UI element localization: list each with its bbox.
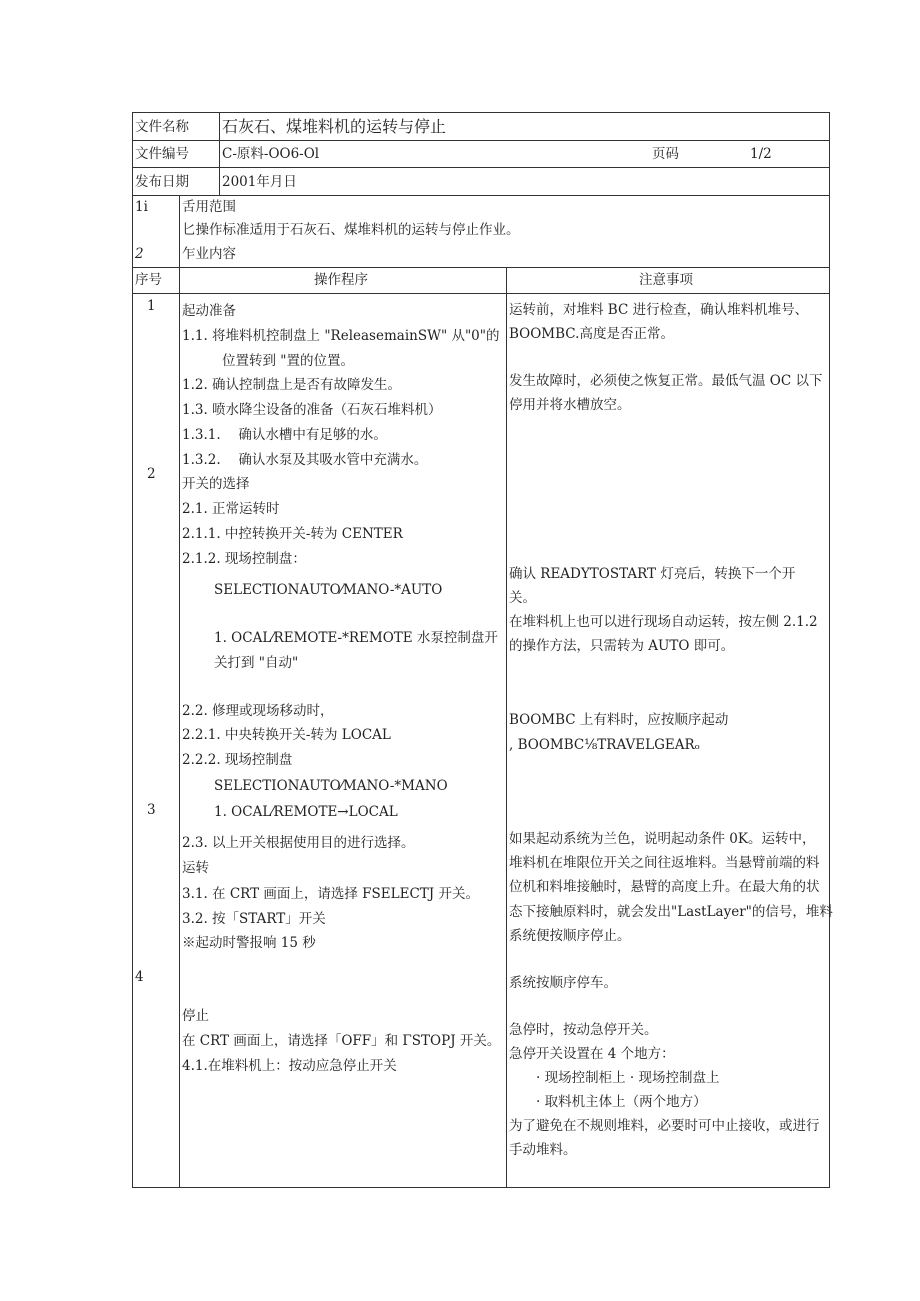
seq-number: 4 xyxy=(135,969,144,985)
note-line: 急停时，按动急停开关。 xyxy=(509,1022,658,1038)
release-date-label: 发布日期 xyxy=(135,174,189,190)
procedure-line: 1. OCAL⁄REMOTE→LOCAL xyxy=(214,804,398,820)
seq-number: 2 xyxy=(147,466,156,482)
row-divider xyxy=(132,167,830,168)
scope-heading: 舌用范围 xyxy=(182,199,236,215)
seq-column-divider xyxy=(179,195,180,1188)
procedure-line: 1. OCAL⁄REMOTE-*REMOTE 水泵控制盘开 xyxy=(214,630,498,646)
file-name-label: 文件名称 xyxy=(135,119,189,135)
note-line: 位机和料堆接触时，悬臂的高度上升。在最大角的状 xyxy=(509,879,820,895)
note-line: 在堆料机上也可以进行现场自动运转，按左侧 2.1.2 xyxy=(509,614,818,630)
file-code-label: 文件编号 xyxy=(135,146,189,162)
row-divider xyxy=(132,195,830,196)
procedure-line: 运转 xyxy=(182,860,209,876)
note-line: BOOMBC 上有料时，应按顺序起动 xyxy=(509,712,729,728)
procedure-line: 2.1. 正常运转时 xyxy=(182,501,280,517)
note-line: 的操作方法，只需转为 AUTO 即可。 xyxy=(509,638,735,654)
procedure-line: 起动准备 xyxy=(182,303,236,319)
procedure-line: 开关的选择 xyxy=(182,476,250,492)
note-line: 态下接触原料时，就会发出"LastLayer"的信号，堆料 xyxy=(509,904,833,920)
row-divider xyxy=(132,293,830,294)
note-line: 手动堆料。 xyxy=(509,1142,577,1158)
procedure-line: 1.3.1. 确认水槽中有足够的水。 xyxy=(182,427,387,443)
note-line: 为了避免在不规则堆料，必要时可中止接收，或进行 xyxy=(509,1118,820,1134)
file-code-value: C-原料-OO6-Ol xyxy=(222,146,320,162)
notes-column-divider xyxy=(506,267,507,1188)
procedure-line: 3.2. 按「START」开关 xyxy=(182,911,326,927)
scope-text: 匕操作标准适用于石灰石、煤堆料机的运转与停止作业。 xyxy=(182,222,520,238)
note-line: 堆料机在堆限位开关之间往返堆料。当悬臂前端的料 xyxy=(509,855,820,871)
column-header-procedure: 操作程序 xyxy=(314,272,368,288)
column-header-notes: 注意事项 xyxy=(639,272,693,288)
border-right xyxy=(829,112,830,1188)
procedure-line: 2.1.1. 中控转换开关-转为 CENTER xyxy=(182,526,403,542)
border-bottom xyxy=(132,1187,830,1188)
procedure-line: 1.3.2. 确认水泵及其吸水管中充满水。 xyxy=(182,452,428,468)
procedure-line: 3.1. 在 CRT 画面上，请选择 FSELECTJ 开关。 xyxy=(182,886,480,902)
procedure-line: 1.2. 确认控制盘上是否有故障发生。 xyxy=(182,377,402,393)
header-label-divider xyxy=(219,112,220,196)
seq-number: 1 xyxy=(147,298,156,314)
note-line: BOOMBC.高度是否正常。 xyxy=(509,326,674,342)
procedure-line: 在 CRT 画面上，请选择「OFF」和 ΓSTOPJ 开关。 xyxy=(182,1033,501,1049)
procedure-line: 2.2.2. 现场控制盘 xyxy=(182,752,293,768)
note-line: 系统便按顺序停止。 xyxy=(509,928,631,944)
procedure-line: 1.1. 将堆料机控制盘上 "ReleasemainSW" 从"0"的 xyxy=(182,328,500,344)
note-line: 发生故障时，必须使之恢复正常。最低气温 OC 以下 xyxy=(509,373,823,389)
row-divider xyxy=(132,267,830,268)
scope-number-1: 1i xyxy=(135,199,148,215)
release-date-value: 2001年月日 xyxy=(222,174,297,190)
border-left xyxy=(132,112,133,1188)
procedure-line: 2.1.2. 现场控制盘： xyxy=(182,551,306,567)
procedure-line: SELECTIONAUTO⁄MANO-*AUTO xyxy=(214,582,443,598)
note-line: , BOOMBC⅛TRAVELGEARₒ xyxy=(509,737,700,753)
note-line: 确认 READYTOSTART 灯亮后，转换下一个开 xyxy=(509,566,796,582)
note-line: 系统按顺序停车。 xyxy=(509,975,617,991)
procedure-line: 停止 xyxy=(182,1008,209,1024)
procedure-line: 2.2. 修理或现场移动时， xyxy=(182,703,334,719)
column-header-seq: 序号 xyxy=(135,272,162,288)
procedure-line: 位置转到 "置的位置。 xyxy=(222,353,355,369)
note-line: 急停开关设置在 4 个地方： xyxy=(509,1046,675,1062)
border-top xyxy=(132,112,830,113)
note-line: 如果起动系统为兰色，说明起动条件 0K。运转中， xyxy=(509,831,816,847)
procedure-line: 关打到 "自动" xyxy=(214,655,299,671)
note-line: 停用并将水槽放空。 xyxy=(509,397,631,413)
note-line: · 取料机主体上（两个地方） xyxy=(536,1094,707,1110)
procedure-line: 2.3. 以上开关根据使用目的进行选择。 xyxy=(182,835,415,851)
procedure-line: 2.2.1. 中央转换开关-转为 LOCAL xyxy=(182,727,391,743)
row-divider xyxy=(132,140,830,141)
procedure-line: SELECTIONAUTO⁄MANO-*MANO xyxy=(214,778,448,794)
procedure-line: 4.1.在堆料机上：按动应急停止开关 xyxy=(182,1058,397,1074)
note-line: 运转前，对堆料 BC 进行检查，确认堆料机堆号、 xyxy=(509,302,809,318)
seq-number: 3 xyxy=(147,802,156,818)
procedure-line: ※起动时警报响 15 秒 xyxy=(182,935,316,951)
page-number: 1/2 xyxy=(750,146,772,162)
document-title: 石灰石、煤堆料机的运转与停止 xyxy=(222,117,447,136)
note-line: 关。 xyxy=(509,590,536,606)
page-label: 页码 xyxy=(652,146,679,162)
scope-number-2: 2 xyxy=(135,246,144,262)
note-line: · 现场控制柜上 · 现场控制盘上 xyxy=(536,1070,720,1086)
work-content-heading: 乍业内容 xyxy=(182,246,236,262)
procedure-line: 1.3. 喷水降尘设备的准备（石灰石堆料机） xyxy=(182,402,442,418)
